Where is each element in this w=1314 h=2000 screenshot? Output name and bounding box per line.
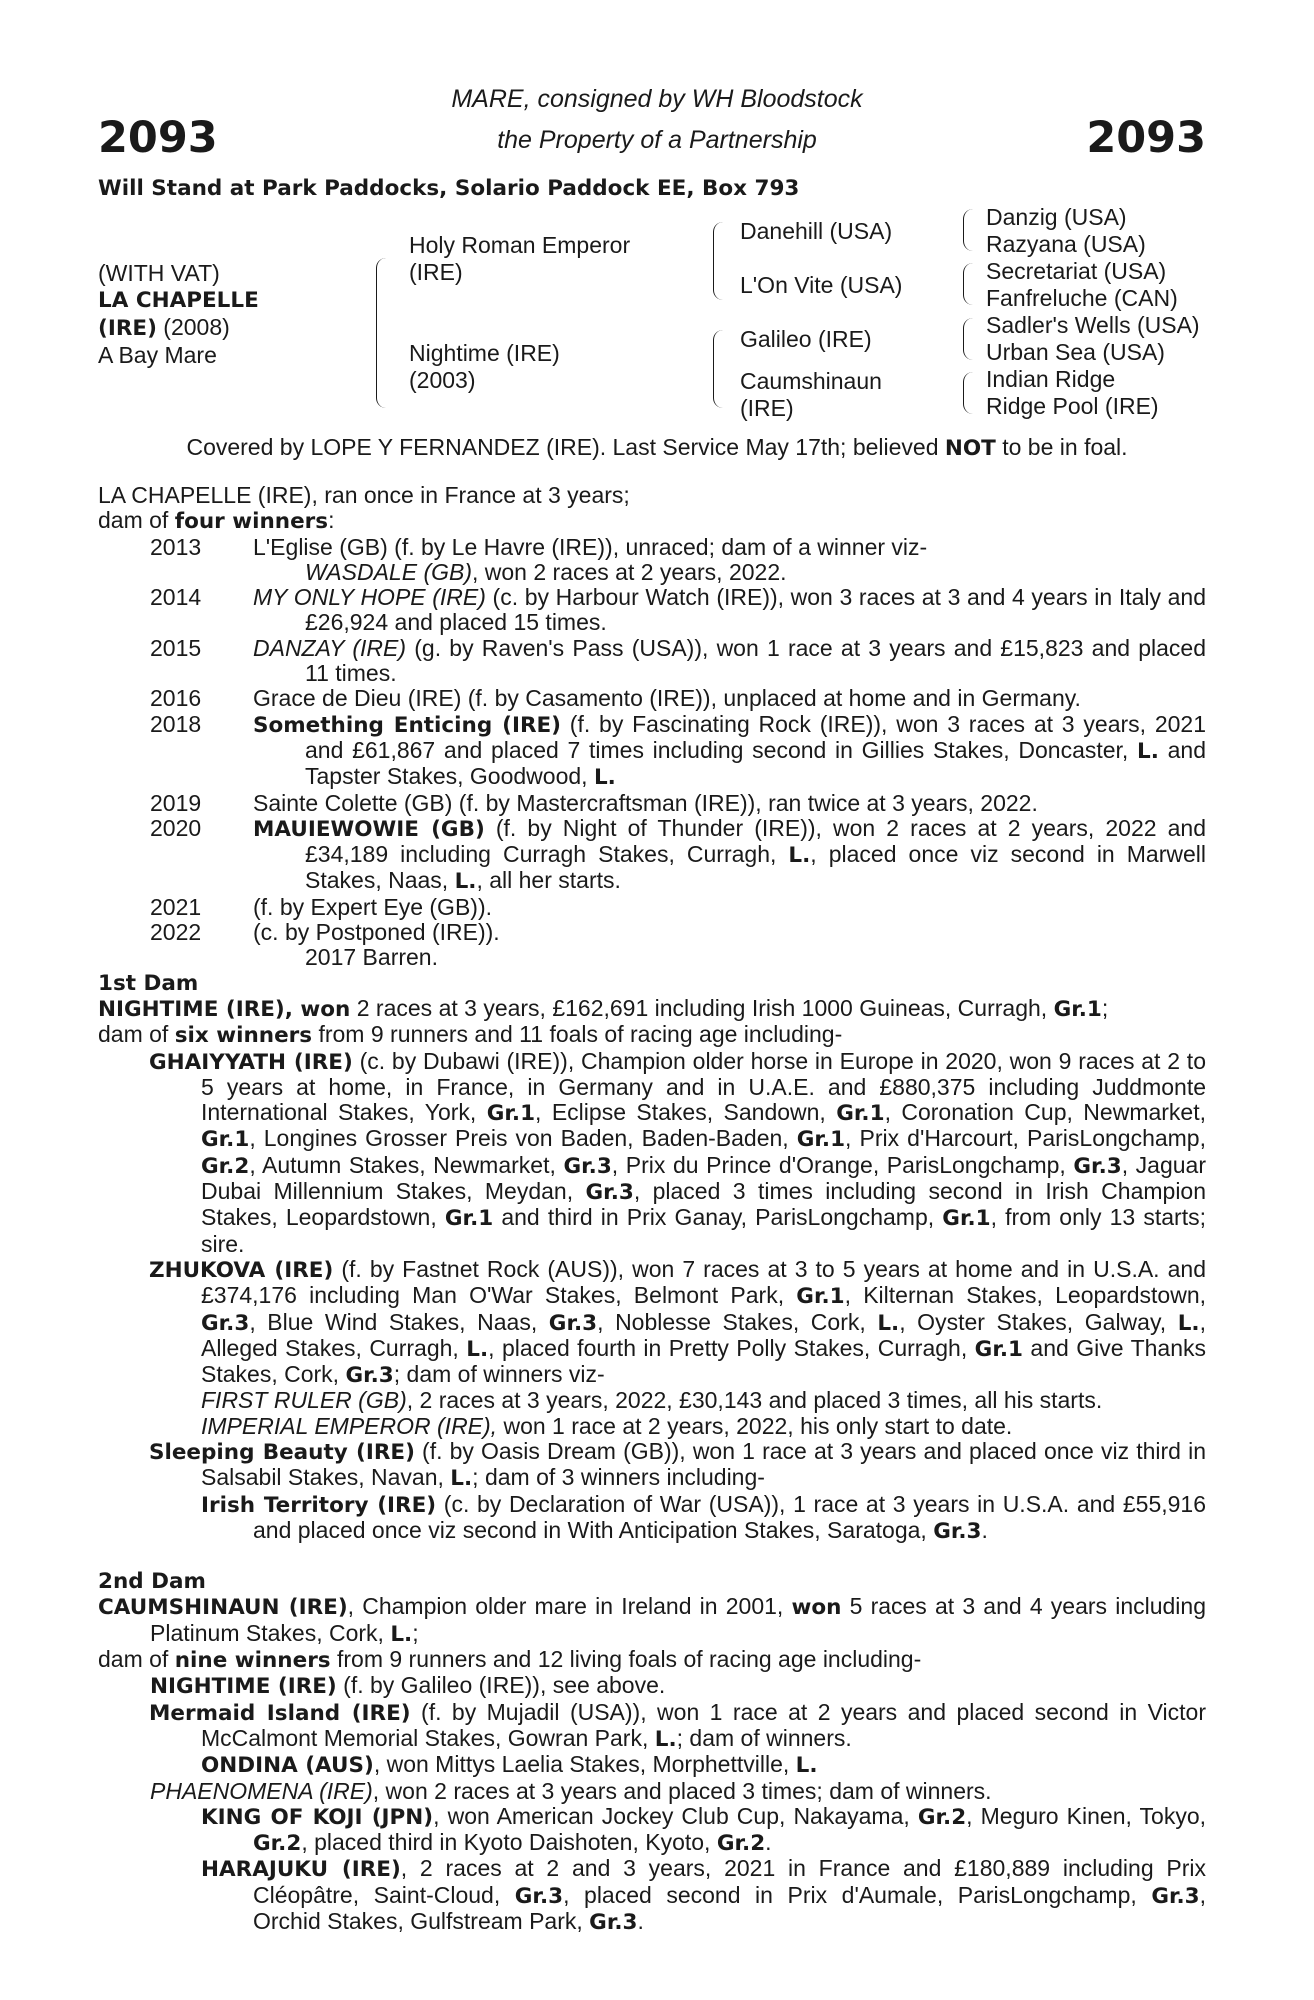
pedigree-gen3-1: Danzig (USA) <box>986 204 1127 230</box>
lot-number-right: 2093 <box>1086 113 1206 163</box>
covered-line: Covered by LOPE Y FERNANDEZ (IRE). Last Service May 17th; believed NOT to be in foal. <box>186 434 1128 461</box>
pedigree-sire-dam: L'On Vite (USA) <box>740 272 903 298</box>
pedigree-brace-ds <box>963 318 974 360</box>
produce-ondina: ONDINA (AUS), won Mittys Laelia Stakes, Morphettville, L. <box>201 1751 818 1779</box>
zhukova-winner-2: IMPERIAL EMPEROR (IRE), won 1 race at 2 years, 2022, his only start to date. <box>201 1412 1013 1439</box>
produce-king-of-koji: KING OF KOJI (JPN), won American Jockey Club Cup, Nakayama, Gr.2, Meguro Kinen, Tokyo, Gr.2, placed third in Kyoto Daishoten, Kyoto, Gr.2. <box>201 1802 1207 1857</box>
foal-entry: 2014 MY ONLY HOPE (IRE) (c. by Harbour Watch (IRE)), won 3 races at 3 and 4 years in Italy and £26,924 and placed 15 times. <box>150 584 1207 636</box>
foal-entry: 2022 (c. by Postponed (IRE)). <box>150 919 500 946</box>
first-dam-produce: dam of six winners from 9 runners and 11 foals of racing age including- <box>98 1021 843 1049</box>
horse-year: (2008) <box>156 314 230 340</box>
pedigree-gen3-8: Ridge Pool (IRE) <box>986 393 1159 419</box>
horse-country: (IRE) <box>98 316 157 341</box>
consignor-line: MARE, consigned by WH Bloodstock <box>451 85 863 113</box>
second-dam-record: CAUMSHINAUN (IRE), Champion older mare in Ireland in 2001, won 5 races at 3 and 4 years including Platinum Stakes, Cork, L.; <box>98 1593 1206 1647</box>
dam-of-summary: dam of four winners: <box>98 507 335 535</box>
race-record <box>98 483 1206 1935</box>
pedigree-gen3-4: Fanfreluche (CAN) <box>986 285 1178 311</box>
foal-entry: 2018 Something Enticing (IRE) (f. by Fascinating Rock (IRE)), won 3 races at 3 years, 2021 and £61,867 and placed 7 times including second in Gillies Stakes, Doncaster, L. and Tapster Stakes, Goodwood, L. <box>150 710 1207 791</box>
horse-name: LA CHAPELLE <box>98 288 259 313</box>
lot-number-left: 2093 <box>98 113 218 163</box>
foal-entry: 2019 Sainte Colette (GB) (f. by Mastercraftsman (IRE)), ran twice at 3 years, 2022. <box>150 789 1038 816</box>
vat-label: (WITH VAT) <box>98 260 220 286</box>
foal-entry: 2017 Barren. <box>305 944 438 971</box>
pedigree-dam-dam: Caumshinaun (IRE) <box>740 368 882 421</box>
stand-location: Will Stand at Park Paddocks, Solario Paddock EE, Box 793 <box>98 176 800 201</box>
pedigree-dam-sire: Galileo (IRE) <box>740 326 872 352</box>
first-dam-record: NIGHTIME (IRE), won 2 races at 3 years, £162,691 including Irish 1000 Guineas, Curragh, Gr.1; <box>98 994 1109 1022</box>
produce-zhukova: ZHUKOVA (IRE) (f. by Fastnet Rock (AUS)), won 7 races at 3 to 5 years at home and in U.S.A. and £374,176 including Man O'War Stakes, Belmont Park, Gr.1, Kilternan Stakes, Leopardstown, Gr.3, Blue Wind Stakes, Naas, Gr.3, Noblesse Stakes, Cork, L., Oyster Stakes, Galway, L., Alleged Stakes, Curragh, L., placed fourth in Pretty Polly Stakes, Curragh, Gr.1 and Give Thanks Stakes, Cork, Gr.3; dam of winners viz- <box>149 1255 1206 1389</box>
second-dam-produce: dam of nine winners from 9 runners and 12 living foals of racing age including- <box>98 1646 922 1674</box>
race-intro: LA CHAPELLE (IRE), ran once in France at 3 years; <box>98 482 630 508</box>
property-line: the Property of a Partnership <box>497 126 817 154</box>
pedigree-brace-dd <box>963 372 974 414</box>
produce-harajuku: HARAJUKU (IRE), 2 races at 2 and 3 years, 2021 in France and £180,889 including Prix Cléopâtre, Saint-Cloud, Gr.3, placed second in Prix d'Aumale, ParisLongchamp, Gr.3, Orchid Stakes, Gulfstream Park, Gr.3. <box>201 1855 1207 1936</box>
foal-entry: 2020 MAUIEWOWIE (GB) (f. by Night of Thunder (IRE)), won 2 races at 2 years, 2022 and £34,189 including Curragh Stakes, Curragh, L., placed once viz second in Marwell Stakes, Naas, L., all her starts. <box>150 814 1206 895</box>
produce-mermaid-island: Mermaid Island (IRE) (f. by Mujadil (USA)), won 1 race at 2 years and placed second in Victor McCalmont Memorial Stakes, Gowran Park, L.; dam of winners. <box>149 1698 1206 1752</box>
pedigree-brace-sd <box>963 263 974 305</box>
produce-sleeping-beauty: Sleeping Beauty (IRE) (f. by Oasis Dream (GB)), won 1 race at 3 years and placed once viz third in Salsabil Stakes, Navan, L.; dam of 3 winners including- <box>149 1437 1206 1492</box>
produce-nightime: NIGHTIME (IRE) (f. by Galileo (IRE)), see above. <box>150 1672 666 1700</box>
foal-entry: 2021 (f. by Expert Eye (GB)). <box>150 893 492 920</box>
pedigree-brace-dam <box>713 330 724 408</box>
foal-entry: 2013 L'Eglise (GB) (f. by Le Havre (IRE)), unraced; dam of a winner viz- WASDALE (GB), won 2 races at 2 years, 2022. <box>150 533 928 585</box>
horse-details <box>98 260 259 369</box>
foal-entry: 2015 DANZAY (IRE) (g. by Raven's Pass (USA)), won 1 race at 3 years and £15,823 and placed 11 times. <box>150 634 1207 687</box>
first-dam-heading: 1st Dam <box>98 970 199 996</box>
zhukova-winner-1: FIRST RULER (GB), 2 races at 3 years, 2022, £30,143 and placed 3 times, all his starts. <box>201 1387 1103 1414</box>
pedigree-brace-ss <box>963 209 974 251</box>
pedigree-gen3-7: Indian Ridge <box>986 366 1116 392</box>
pedigree-gen3-6: Urban Sea (USA) <box>986 339 1165 365</box>
pedigree-gen3-5: Sadler's Wells (USA) <box>986 312 1200 338</box>
horse-description: A Bay Mare <box>98 342 217 368</box>
pedigree-gen3-3: Secretariat (USA) <box>986 258 1167 284</box>
pedigree-sire-sire: Danehill (USA) <box>740 218 893 244</box>
pedigree-brace-main <box>376 258 387 408</box>
pedigree-gen3-2: Razyana (USA) <box>986 231 1146 257</box>
pedigree-sire: Holy Roman Emperor (IRE) <box>409 232 631 285</box>
pedigree-dam: Nightime (IRE) (2003) <box>409 340 560 393</box>
pedigree-brace-sire <box>713 222 724 300</box>
produce-phaenomena: PHAENOMENA (IRE), won 2 races at 3 years and placed 3 times; dam of winners. <box>150 1777 992 1804</box>
foal-entry: 2016 Grace de Dieu (IRE) (f. by Casamento (IRE)), unplaced at home and in Germany. <box>150 685 1081 712</box>
produce-irish-territory: Irish Territory (IRE) (c. by Declaration of War (USA)), 1 race at 3 years in U.S.A. and £55,916 and placed once viz second in With Anticipation Stakes, Saratoga, Gr.3. <box>201 1490 1206 1544</box>
produce-ghaiyyath: GHAIYYATH (IRE) (c. by Dubawi (IRE)), Champion older horse in Europe in 2020, won 9 races at 2 to 5 years at home, in France, in Germany and in U.A.E. and £880,375 including Juddmonte International Stakes, York, Gr.1, Eclipse Stakes, Sandown, Gr.1, Coronation Cup, Newmarket, Gr.1, Longines Grosser Preis von Baden, Baden-Baden, Gr.1, Prix d'Harcourt, ParisLongchamp, Gr.2, Autumn Stakes, Newmarket, Gr.3, Prix du Prince d'Orange, ParisLongchamp, Gr.3, Jaguar Dubai Millennium Stakes, Meydan, Gr.3, placed 3 times including second in Irish Champion Stakes, Leopardstown, Gr.1 and third in Prix Ganay, ParisLongchamp, Gr.1, from only 13 starts; sire. <box>149 1047 1207 1257</box>
second-dam-heading: 2nd Dam <box>98 1569 206 1595</box>
